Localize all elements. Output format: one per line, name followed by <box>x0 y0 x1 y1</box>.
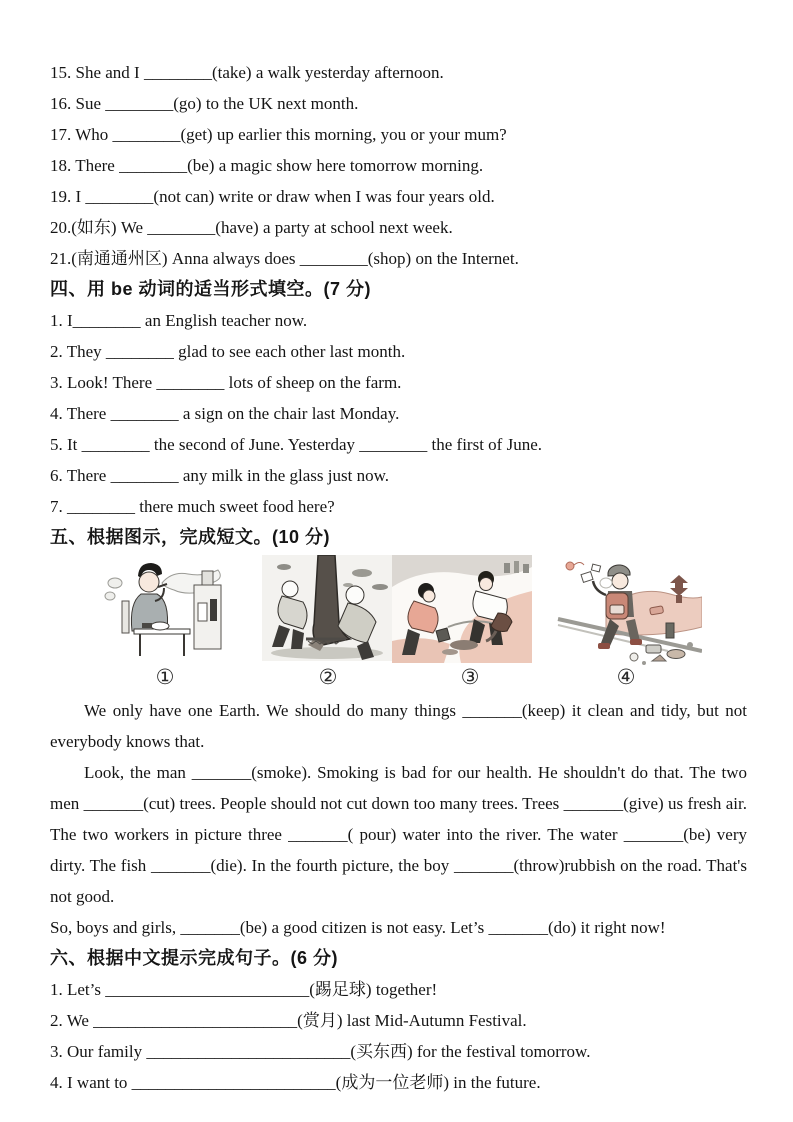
question-15: 15. She and I ________(take) a walk yesterday afternoon. <box>50 63 444 82</box>
part6-question-2: 2. We ________________________(赏月) last Mid-Autumn Festival. <box>50 1011 527 1030</box>
part4-question-7: 7. ________ there much sweet food here? <box>50 497 335 516</box>
passage-paragraph-3: So, boys and girls, _______(be) a good citizen is not easy. Let’s _______(do) it right now! <box>50 918 666 937</box>
question-16: 16. Sue ________(go) to the UK next month. <box>50 94 359 113</box>
picture-1-man-smoking <box>98 559 228 659</box>
question-18: 18. There ________(be) a magic show here tomorrow morning. <box>50 156 484 175</box>
part4-question-3: 3. Look! There ________ lots of sheep on the farm. <box>50 373 402 392</box>
pouring-water-illustration <box>392 555 532 663</box>
picture-2-cutting-tree <box>262 555 392 661</box>
section-five-heading: 五、根据图示，完成短文。(10 分) <box>50 527 331 547</box>
part6-question-1: 1. Let’s ________________________(踢足球) together! <box>50 980 438 999</box>
part4-question-6: 6. There ________ any milk in the glass just now. <box>50 466 390 485</box>
section-six-heading: 六、根据中文提示完成句子。(6 分) <box>50 948 338 968</box>
part4-question-2: 2. They ________ glad to see each other last month. <box>50 342 406 361</box>
section-four-heading: 四、用 be 动词的适当形式填空。(7 分) <box>50 279 372 299</box>
picture-3-pouring-water <box>392 555 532 663</box>
question-20: 20.(如东) We ________(have) a party at school next week. <box>50 218 453 237</box>
man-smoking-illustration <box>98 559 228 659</box>
cutting-tree-illustration <box>262 555 392 661</box>
question-21: 21.(南通通州区) Anna always does ________(shop) on the Internet. <box>50 249 519 268</box>
part4-question-4: 4. There ________ a sign on the chair last Monday. <box>50 404 400 423</box>
part4-question-1: 1. I________ an English teacher now. <box>50 311 308 330</box>
passage-paragraph-1: We only have one Earth. We should do many things _______(keep) it clean and tidy, but not everybody knows that. <box>50 701 747 751</box>
picture-1-label: ① <box>155 665 175 689</box>
picture-2-label: ② <box>318 665 338 689</box>
throwing-rubbish-illustration <box>548 553 702 665</box>
part4-question-5: 5. It ________ the second of June. Yesterday ________ the first of June. <box>50 435 542 454</box>
picture-3-label: ③ <box>460 665 480 689</box>
question-19: 19. I ________(not can) write or draw when I was four years old. <box>50 187 495 206</box>
question-17: 17. Who ________(get) up earlier this morning, you or your mum? <box>50 125 507 144</box>
part6-question-4: 4. I want to ________________________(成为一位老师) in the future. <box>50 1073 541 1092</box>
part6-question-3: 3. Our family ________________________(买东西) for the festival tomorrow. <box>50 1042 591 1061</box>
passage-paragraph-2: Look, the man _______(smoke). Smoking is bad for our health. He shouldn't do that. The two men _______(cut) trees. People should not cut down too many trees. Trees _______(give) us fresh air. The two workers in picture three _______( pour) water into the river. The water _______(be) very dirty. The fish _______(die). In the fourth picture, the boy _______(throw)rubbish on the road. That's not good. <box>50 763 747 906</box>
picture-4-throwing-rubbish <box>548 553 702 665</box>
picture-4-label: ④ <box>616 665 636 689</box>
picture-strip <box>50 553 747 695</box>
